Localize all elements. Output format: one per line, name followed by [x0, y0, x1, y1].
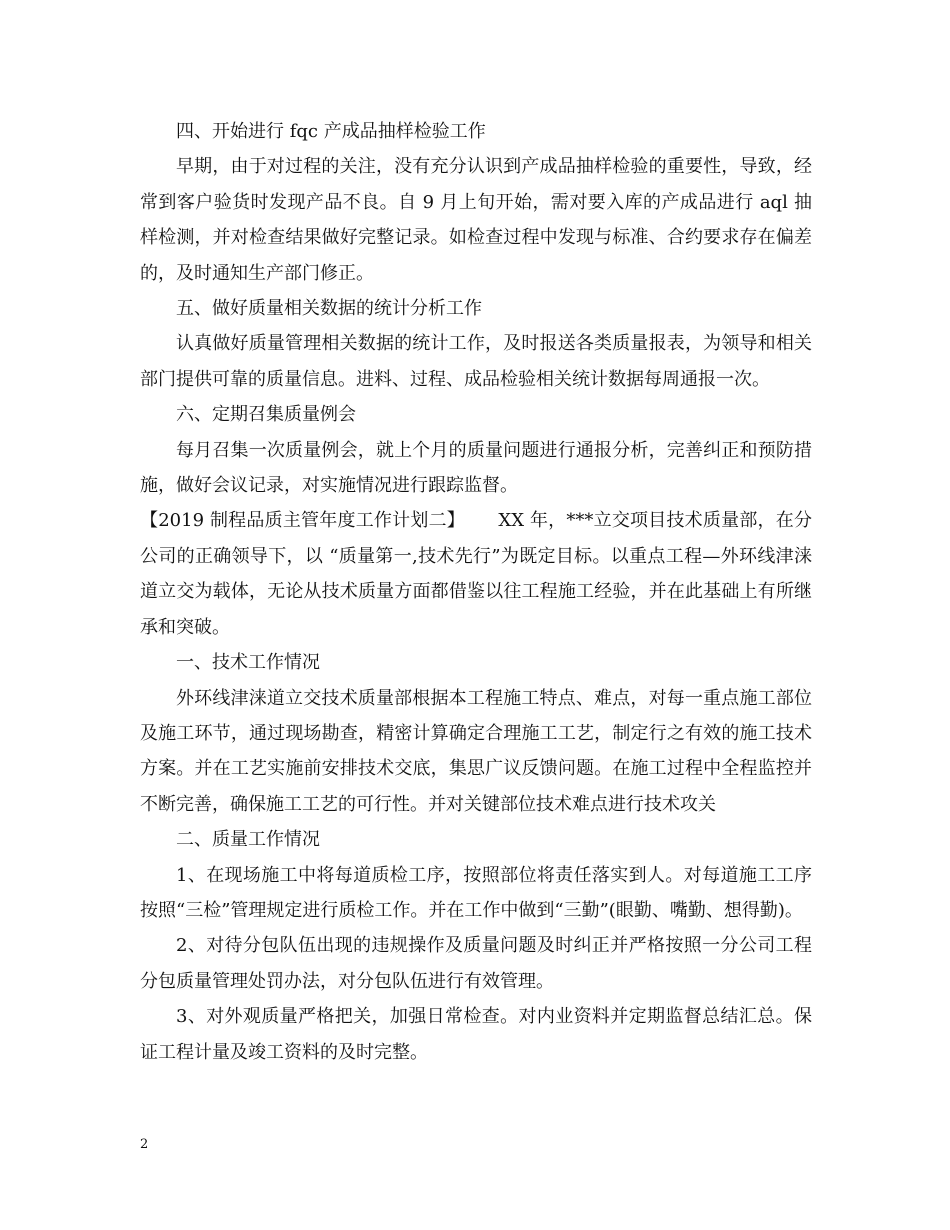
section-heading-technical: 一、技术工作情况: [176, 652, 320, 674]
paragraph-quality-item-3: 3、对外观质量严格把关，加强日常检查。对内业资料并定期监督总结汇总。保证工程计量及竣工资料的及时完整。: [140, 1006, 812, 1063]
section-heading-statistics: 五、做好质量相关数据的统计分析工作: [176, 298, 482, 320]
section-heading-quality: 二、质量工作情况: [176, 829, 320, 851]
document-body: [140, 114, 812, 1070]
page-number: 2: [140, 1137, 149, 1152]
paragraph-technical: 外环线津涞道立交技术质量部根据本工程施工特点、难点，对每一重点施工部位及施工环节，通过现场勘查，精密计算确定合理施工工艺，制定行之有效的施工技术方案。并在工艺实施前安排技术交底，集思广议反馈问题。在施工过程中全程监控并不断完善，确保施工工艺的可行性。并对关键部位技术难点进行技术攻关: [140, 687, 812, 815]
paragraph-meeting: 每月召集一次质量例会，就上个月的质量问题进行通报分析，完善纠正和预防措施，做好会议记录，对实施情况进行跟踪监督。: [140, 439, 812, 497]
section-heading-meeting: 六、定期召集质量例会: [176, 404, 356, 426]
paragraph-plan-two-intro: 【2019 制程品质主管年度工作计划二】 XX 年，***立交项目技术质量部，在分公司的正确领导下，以 “质量第一,技术先行”为既定目标。以重点工程—外环线津涞道立交为载体，无论从技术质量方面都借鉴以往工程施工经验，并在此基础上有所继承和突破。: [140, 510, 812, 638]
paragraph-statistics: 认真做好质量管理相关数据的统计工作，及时报送各类质量报表，为领导和相关部门提供可靠的质量信息。进料、过程、成品检验相关统计数据每周通报一次。: [140, 333, 812, 390]
paragraph-quality-item-2: 2、对待分包队伍出现的违规操作及质量问题及时纠正并严格按照一分公司工程分包质量管理处罚办法，对分包队伍进行有效管理。: [140, 935, 812, 992]
paragraph-quality-item-1: 1、在现场施工中将每道质检工序，按照部位将责任落实到人。对每道施工工序按照“三检”管理规定进行质检工作。并在工作中做到“三勤”(眼勤、嘴勤、想得勤)。: [140, 864, 812, 921]
paragraph-fqc-sampling: 早期，由于对过程的关注，没有充分认识到产成品抽样检验的重要性，导致，经常到客户验货时发现产品不良。自 9 月上旬开始，需对要入库的产成品进行 aql 抽样检测，并对检查结果做好完整记录。如检查过程中发现与标准、合约要求存在偏差的，及时通知生产部门修正。: [140, 156, 812, 284]
section-heading-fqc: 四、开始进行 fqc 产成品抽样检验工作: [176, 121, 486, 142]
